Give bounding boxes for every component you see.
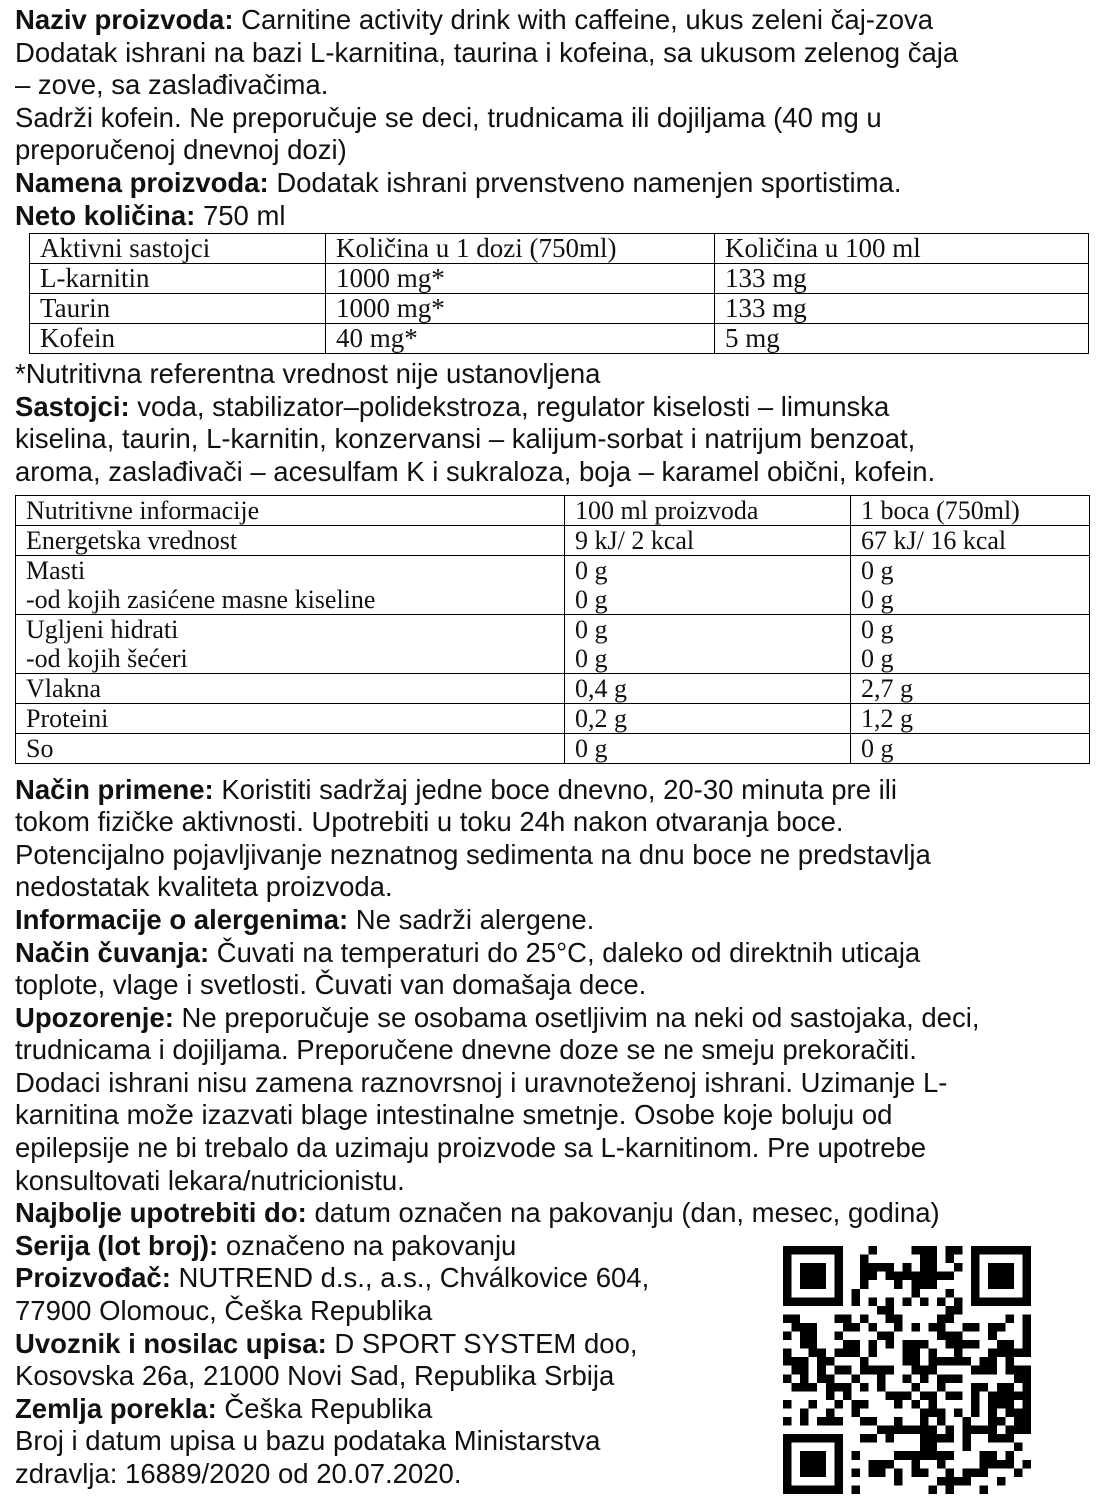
table-row [16, 673, 1090, 703]
usage-line-1 [15, 774, 1090, 807]
neto-value: 750 ml [202, 199, 286, 231]
qr-code-icon [783, 1246, 1031, 1494]
table-row [30, 294, 1089, 324]
table-row [16, 733, 1090, 763]
zemlja-label: Zemlja porekla: [15, 1392, 217, 1424]
active-ingredients-table [29, 233, 1089, 354]
table-cell [16, 555, 565, 614]
table-cell [851, 614, 1090, 673]
storage-line-2: toplote, vlage i svetlosti. Čuvati van domašaja dece. [15, 969, 647, 1001]
table-cell: Proteini [16, 703, 565, 733]
ingredients-line-2: kiselina, taurin, L-karnitin, konzervansi – kalijum-sorbat i natrijum benzoat, [15, 423, 916, 455]
warning-line-6: konsultovati lekara/nutricionistu. [15, 1164, 405, 1196]
table-cell: 0,2 g [565, 703, 851, 733]
product-name-line [15, 4, 1090, 37]
table-header-cell: Nutritivne informacije [16, 495, 565, 525]
cuvanje-label: Način čuvanja: [15, 936, 210, 968]
purpose-line [15, 167, 1090, 200]
ugljeni-boca: 0 g [861, 614, 894, 644]
description-line-2: – zove, sa zaslađivačima. [15, 69, 329, 101]
ingredients-line-1 [15, 391, 1090, 424]
table-row [16, 703, 1090, 733]
masti-boca: 0 g [861, 555, 894, 585]
description-line-1: Dodatak ishrani na bazi L-karnitina, taurina i kofeina, sa ukusom zelenog čaja [15, 36, 959, 68]
table-cell: 2,7 g [851, 673, 1090, 703]
table-row [16, 614, 1090, 673]
table-row [16, 525, 1090, 555]
sastojci-label: Sastojci: [15, 390, 130, 422]
ugljeni-sub-100ml: 0 g [575, 643, 608, 673]
table-cell: 133 mg [715, 264, 1089, 294]
table-cell: Vlakna [16, 673, 565, 703]
najbolje-label: Najbolje upotrebiti do: [15, 1197, 307, 1229]
table-cell: Taurin [30, 294, 326, 324]
table-cell [851, 555, 1090, 614]
storage-line-1 [15, 937, 1090, 970]
table-cell: 1000 mg* [326, 294, 715, 324]
usage-line-4: nedostatak kvaliteta proizvoda. [15, 871, 393, 903]
alergeni-label: Informacije o alergenima: [15, 903, 349, 935]
best-before-line [15, 1197, 1090, 1230]
masti-sub-boca: 0 g [861, 584, 894, 614]
registration-line-1: Broj i datum upisa u bazu podataka Ministarstva [15, 1425, 601, 1457]
proizvodjac-label: Proizvođač: [15, 1262, 171, 1294]
warning-line-3: Dodaci ishrani nisu zamena raznovrsnoj i uravnoteženoj ishrani. Uzimanje L- [15, 1066, 948, 1098]
table-cell: L-karnitin [30, 264, 326, 294]
table-cell: 1,2 g [851, 703, 1090, 733]
table-cell [16, 614, 565, 673]
usage-line-3: Potencijalno pojavljivanje neznatnog sedimenta na dnu boce ne predstavlja [15, 838, 931, 870]
table-cell [565, 555, 851, 614]
table-header-cell: 100 ml proizvoda [565, 495, 851, 525]
table-cell: So [16, 733, 565, 763]
net-quantity-line [15, 200, 1090, 233]
proizvodjac-value: NUTREND d.s., a.s., Chválkovice 604, [178, 1262, 650, 1294]
warning-line-1 [15, 1002, 1090, 1035]
allergen-line [15, 904, 1090, 937]
table-cell: Energetska vrednost [16, 525, 565, 555]
alergeni-value: Ne sadrži alergene. [355, 903, 595, 935]
najbolje-value: datum označen na pakovanju (dan, mesec, godina) [314, 1197, 940, 1229]
masti-sub-100ml: 0 g [575, 584, 608, 614]
warning-line-4: karnitina može izazvati blage intestinalne smetnje. Osobe koje boluju od [15, 1099, 893, 1131]
table-cell: 0,4 g [565, 673, 851, 703]
manufacturer-line-2: 77900 Olomouc, Češka Republika [15, 1295, 433, 1327]
uvoznik-label: Uvoznik i nosilac upisa: [15, 1327, 327, 1359]
cuvanje-value: Čuvati na temperaturi do 25°C, daleko od direktnih uticaja [216, 936, 921, 968]
upozorenje-label: Upozorenje: [15, 1001, 174, 1033]
table-cell: Kofein [30, 324, 326, 354]
masti-label: Masti [26, 555, 86, 585]
namena-value: Dodatak ishrani prvenstveno namenjen sportistima. [276, 166, 902, 198]
table-cell: 40 mg* [326, 324, 715, 354]
primena-value: Koristiti sadržaj jedne boce dnevno, 20-30 minuta pre ili [221, 773, 897, 805]
primena-label: Način primene: [15, 773, 214, 805]
importer-line-2: Kosovska 26a, 21000 Novi Sad, Republika Srbija [15, 1360, 615, 1392]
table-cell [565, 614, 851, 673]
zemlja-value: Češka Republika [224, 1392, 433, 1424]
uvoznik-value: D SPORT SYSTEM doo, [334, 1327, 638, 1359]
table-cell: 5 mg [715, 324, 1089, 354]
usage-line-2: tokom fizičke aktivnosti. Upotrebiti u toku 24h nakon otvaranja boce. [15, 806, 844, 838]
nutrition-table [15, 495, 1090, 764]
caffeine-warning-line-2: preporučenoj dnevnoj dozi) [15, 134, 347, 166]
table-cell: 133 mg [715, 294, 1089, 324]
table-cell: 0 g [565, 733, 851, 763]
ugljeni-sub-label: -od kojih šećeri [26, 643, 188, 673]
caffeine-warning-line-1: Sadrži kofein. Ne preporučuje se deci, trudnicama ili dojiljama (40 mg u [15, 101, 882, 133]
sastojci-value: voda, stabilizator–polidekstroza, regulator kiselosti – limunska [137, 390, 890, 422]
naziv-label: Naziv proizvoda: [15, 4, 234, 35]
warning-line-5: epilepsije ne bi trebalo da uzimaju proizvode sa L-karnitinom. Pre upotrebe [15, 1132, 927, 1164]
table-row [30, 264, 1089, 294]
table-header-cell: Količina u 100 ml [715, 234, 1089, 264]
ugljeni-100ml: 0 g [575, 614, 608, 644]
upozorenje-value: Ne preporučuje se osobama osetljivim na neki od sastojaka, deci, [181, 1001, 980, 1033]
serija-label: Serija (lot broj): [15, 1229, 219, 1261]
table-cell: 0 g [851, 733, 1090, 763]
table-cell: 9 kJ/ 2 kcal [565, 525, 851, 555]
naziv-value: Carnitine activity drink with caffeine, ukus zeleni čaj-zova [241, 4, 934, 35]
table-row [30, 324, 1089, 354]
table-header-row [16, 495, 1090, 525]
table-row [16, 555, 1090, 614]
masti-sub-label: -od kojih zasićene masne kiseline [26, 584, 376, 614]
table-cell: 1000 mg* [326, 264, 715, 294]
table-cell: 67 kJ/ 16 kcal [851, 525, 1090, 555]
footnote: *Nutritivna referentna vrednost nije ustanovljena [15, 358, 601, 390]
namena-label: Namena proizvoda: [15, 166, 269, 198]
neto-label: Neto količina: [15, 199, 196, 231]
masti-100ml: 0 g [575, 555, 608, 585]
ugljeni-sub-boca: 0 g [861, 643, 894, 673]
table-header-cell: Aktivni sastojci [30, 234, 326, 264]
warning-line-2: trudnicama i dojiljama. Preporučene dnevne doze se ne smeju prekoračiti. [15, 1034, 917, 1066]
registration-line-2: zdravlja: 16889/2020 od 20.07.2020. [15, 1458, 462, 1489]
ingredients-line-3: aroma, zaslađivači – acesulfam K i sukraloza, boja – karamel obični, kofein. [15, 455, 936, 487]
ugljeni-label: Ugljeni hidrati [26, 614, 179, 644]
table-header-cell: Količina u 1 dozi (750ml) [326, 234, 715, 264]
serija-value: označeno na pakovanju [225, 1229, 517, 1261]
table-header-row [30, 234, 1089, 264]
table-header-cell: 1 boca (750ml) [851, 495, 1090, 525]
